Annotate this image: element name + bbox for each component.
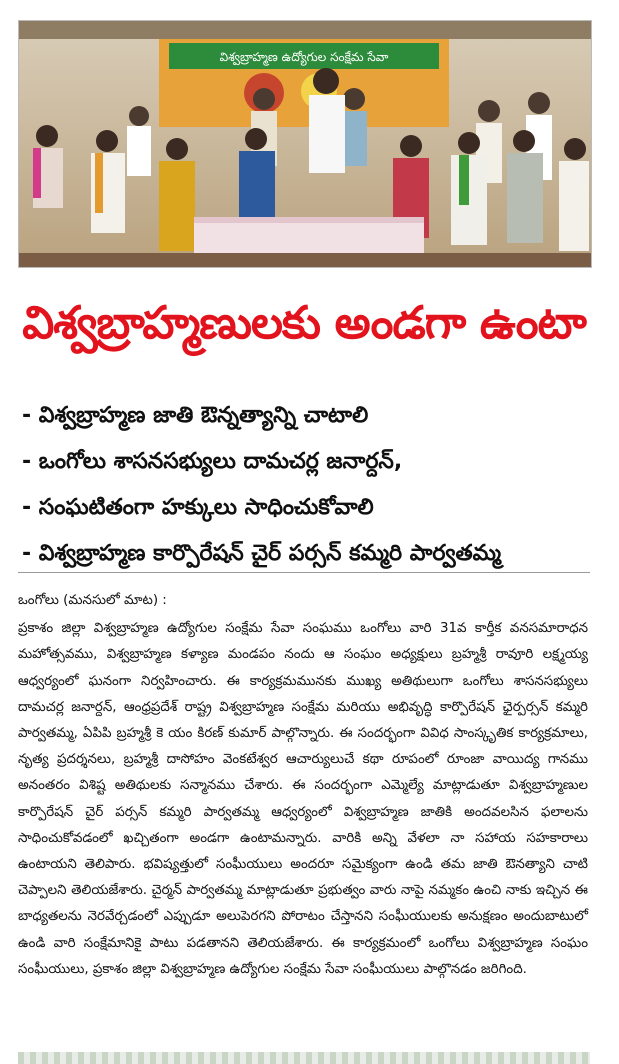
bottom-strip bbox=[18, 1052, 590, 1064]
news-photo bbox=[18, 20, 592, 268]
article-body bbox=[18, 588, 588, 983]
subheading: - ఒంగోలు శాసనసభ్యులు దామచర్ల జనార్దన్, bbox=[22, 449, 403, 474]
photo-image bbox=[19, 21, 591, 267]
subheadings-list bbox=[22, 393, 592, 577]
subheading: - విశ్వబ్రాహ్మణ కార్పొరేషన్ చైర్ పర్సన్ కమ్మరి పార్వతమ్మ bbox=[22, 541, 502, 566]
banner-text: విశ్వబ్రాహ్మణ ఉద్యోగుల సంక్షేమ సేవా bbox=[219, 50, 389, 64]
headline: విశ్వబ్రాహ్మణులకు అండగా ఉంటా bbox=[22, 296, 586, 349]
dateline: ఒంగోలు (మనసులో మాట) : bbox=[18, 593, 167, 608]
divider bbox=[18, 572, 590, 573]
article-paragraph: ప్రకాశం జిల్లా విశ్వబ్రాహ్మణ ఉద్యోగుల సంక్షేమ సేవా సంఘము ఒంగోలు వారి 31వ కార్తీక వనసమారాధన మహోత్సవము, విశ్వబ్రాహ్మణ కళ్యాణ మండపం నందు ఆ సంఘం అధ్యక్షులు బ్రహ్మశ్రీ రావూరి లక్ష్మయ్య ఆధ్వర్యంలో ఘనంగా నిర్వహించారు. ఈ కార్యక్రమమునకు ముఖ్య అతిథులుగా ఒంగోలు శాసనసభ్యులు దామచర్ల జనార్దన్, ఆంధ్రప్రదేశ్ రాష్ట్ర విశ్వబ్రాహ్మణ సంక్షేమ మరియు అభివృద్ధి కార్పొరేషన్ ఛైర్పర్సన్ కమ్మరి పార్వతమ్మ, ఏపిపి బ్రహ్మశ్రీ కె యం కిరణ్ కుమార్ పాల్గొన్నారు. ఈ సందర్భంగా వివిధ సాంస్కృతిక కార్యక్రమాలు, నృత్య ప్రదర్శనలు, బ్రహ్మశ్రీ దాసోహం వెంకటేశ్వర ఆచార్యులుచే కథా రూపంలో రూంజా వాయిద్య గానము అనంతరం విశిష్ట అతిథులకు సన్మానము చేశారు. ఈ సందర్భంగా ఎమ్మెల్యే మాట్లాడుతూ విశ్వబ్రాహ్మణుల కార్పొరేషన్ చైర్ పర్సన్ కమ్మరి పార్వతమ్మ ఆధ్వర్యంలో విశ్వబ్రాహ్మణ జాతికి అందవలసిన ఫలాలను సాధించుకోవడంలో ఖచ్చితంగా అండగా ఉంటామన్నారు. వారికి అన్ని వేళలా నా సహాయ సహకారాలు ఉంటాయని తెలిపారు. భవిష్యత్తులో సంఘీయులు అందరూ సమైక్యంగా ఉండి తమ జాతి ఔనత్యాని చాటి చెప్పాలని తెలియజేశారు. చైర్మన్ పార్వతమ్మ మాట్లాడుతూ ప్రభుత్వం వారు నాపై నమ్మకం ఉంచి నాకు ఇచ్చిన ఈ బాధ్యతలను నెరవేర్చడంలో ఎప్పుడూ అలుపెరగని పోరాటం చేస్తానని సంఘీయులకు అనుక్షణం అందుబాటులో ఉండి వారి సంక్షేమానికై పాటు పడతానని తెలియజేశారు. ఈ కార్యక్రమంలో ఒంగోలు విశ్వబ్రాహ్మణ సంఘం సంఘీయులు, ప్రకాశం జిల్లా విశ్వబ్రాహ్మణ ఉద్యోగుల సంక్షేమ సేవా సంఘీయులు పాల్గొనడం జరిగింది. bbox=[18, 621, 588, 977]
subheading: - సంఘటితంగా హక్కులు సాధించుకోవాలి bbox=[22, 495, 374, 520]
subheading: - విశ్వబ్రాహ్మణ జాతి ఔన్నత్యాన్ని చాటాలి bbox=[22, 403, 369, 428]
